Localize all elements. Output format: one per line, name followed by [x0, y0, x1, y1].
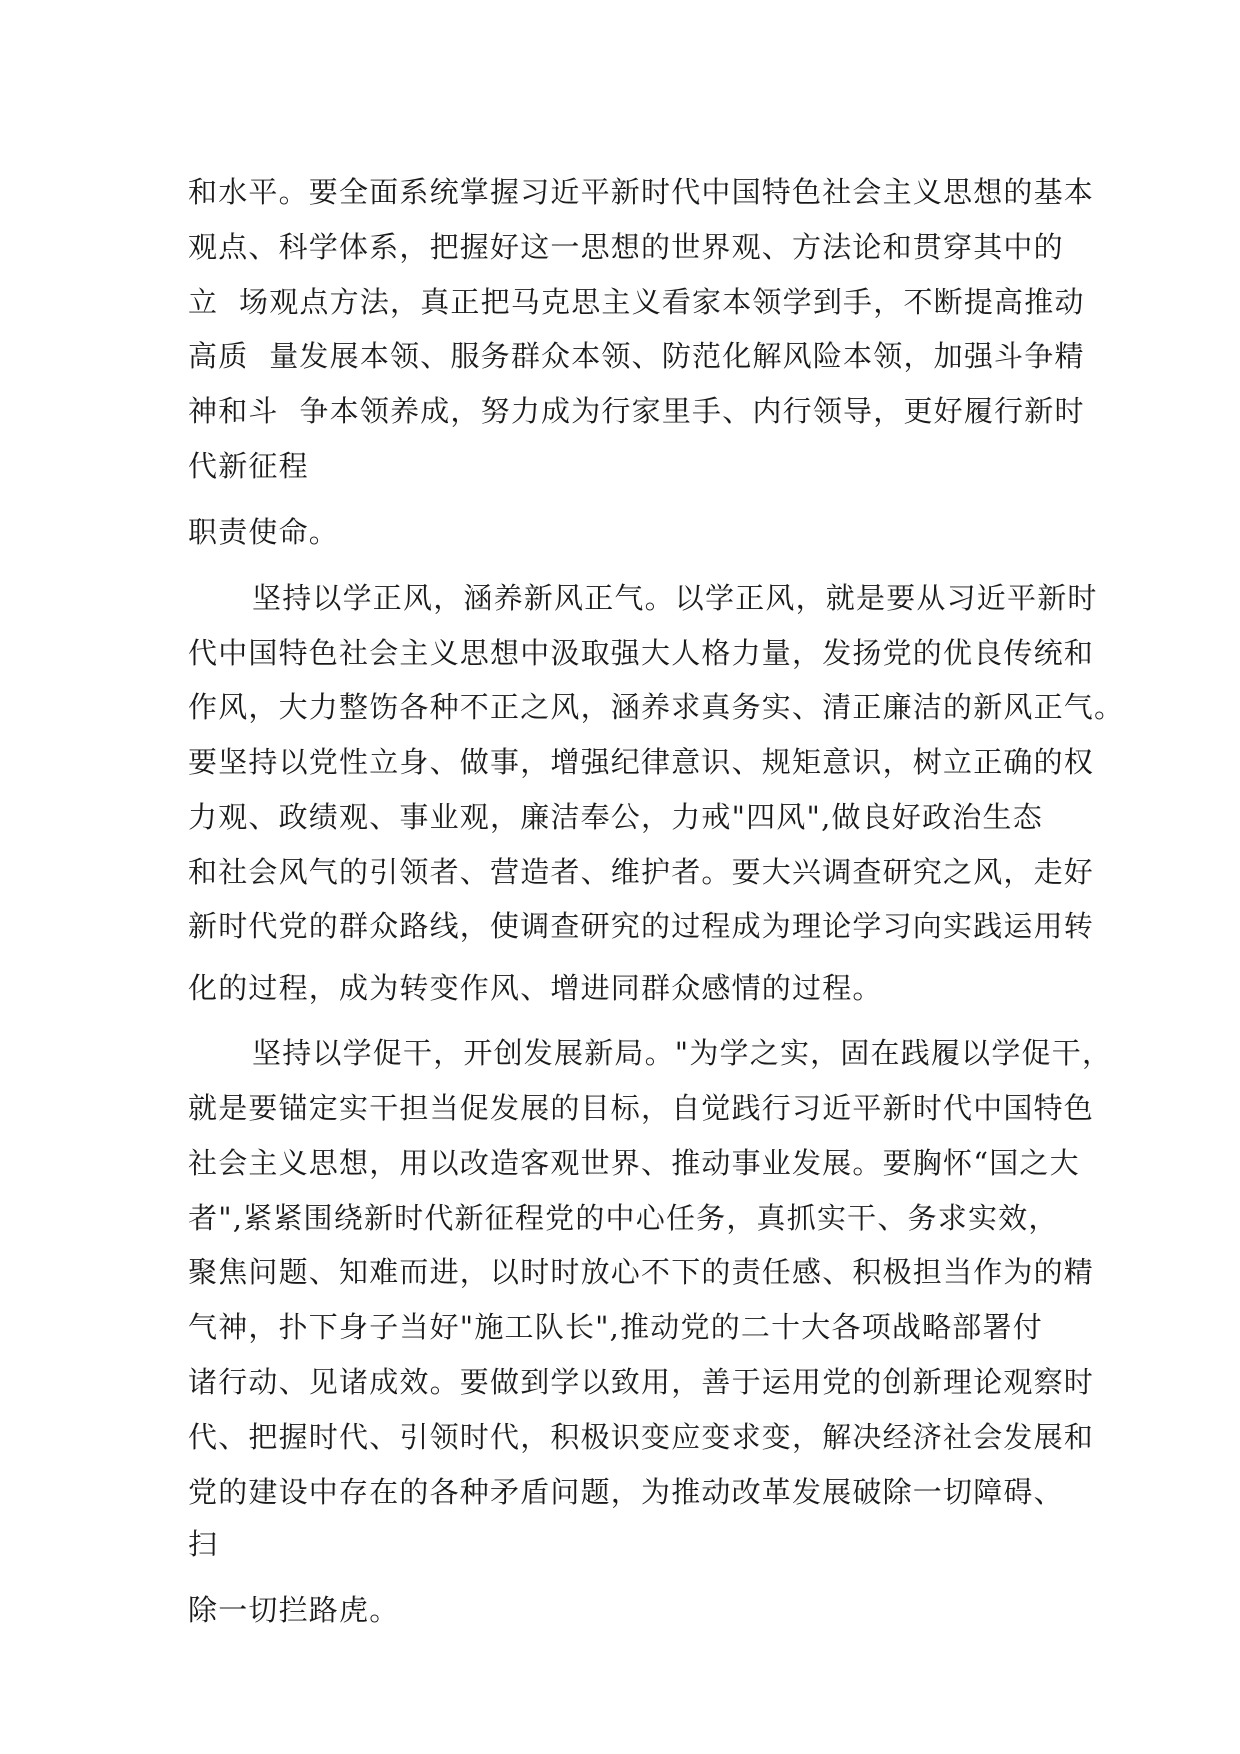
- text-line: 作风，大力整饬各种不正之风，涵养求真务实、清正廉洁的新风正气。: [188, 690, 1125, 724]
- text-line: 代中国特色社会主义思想中汲取强大人格力量，发扬党的优良传统和: [188, 636, 1095, 670]
- text-line: 观点、科学体系，把握好这一思想的世界观、方法论和贯穿其中的: [188, 230, 1064, 264]
- text-line: 社会主义思想，用以改造客观世界、推动事业发展。要胸怀“国之大: [188, 1146, 1080, 1180]
- paragraph-first-line: 坚持以学正风，涵养新风正气。以学正风，就是要从习近平新时: [252, 581, 1098, 615]
- text-line: 除一切拦路虎。: [188, 1593, 400, 1627]
- text-line: 诸行动、见诸成效。要做到学以致用，善于运用党的创新理论观察时: [188, 1365, 1095, 1399]
- text-line: 立 场观点方法，真正把马克思主义看家本领学到手，不断提高推动: [188, 285, 1085, 319]
- text-line: 化的过程，成为转变作风、增进同群众感情的过程。: [188, 971, 883, 1005]
- text-line: 代新征程: [188, 449, 309, 483]
- text-line: 党的建设中存在的各种矛盾问题，为推动改革发展破除一切障碍、: [188, 1475, 1064, 1509]
- text-line: 聚焦问题、知难而进，以时时放心不下的责任感、积极担当作为的精: [188, 1255, 1095, 1289]
- paragraph-first-line: 坚持以学促干，开创发展新局。"为学之实，固在践履以学促干，: [252, 1036, 1113, 1070]
- text-line: 和社会风气的引领者、营造者、维护者。要大兴调查研究之风，走好: [188, 855, 1095, 889]
- text-line: 气神，扑下身子当好"施工队长",推动党的二十大各项战略部署付: [188, 1310, 1043, 1344]
- text-line: 扫: [188, 1527, 219, 1561]
- text-line: 力观、政绩观、事业观，廉洁奉公，力戒"四风",做良好政治生态: [188, 800, 1043, 834]
- text-line: 代、把握时代、引领时代，积极识变应变求变，解决经济社会发展和: [188, 1420, 1095, 1454]
- text-line: 者",紧紧围绕新时代新征程党的中心任务，真抓实干、务求实效，: [188, 1201, 1059, 1235]
- text-line: 职责使命。: [188, 515, 340, 549]
- text-line: 新时代党的群众路线，使调查研究的过程成为理论学习向实践运用转: [188, 909, 1095, 943]
- text-line: 就是要锚定实干担当促发展的目标，自觉践行习近平新时代中国特色: [188, 1091, 1095, 1125]
- text-line: 要坚持以党性立身、做事，增强纪律意识、规矩意识，树立正确的权: [188, 745, 1095, 779]
- text-line: 高质 量发展本领、服务群众本领、防范化解风险本领，加强斗争精: [188, 339, 1085, 373]
- text-line: 和水平。要全面系统掌握习近平新时代中国特色社会主义思想的基本: [188, 175, 1095, 209]
- text-line: 神和斗 争本领养成，努力成为行家里手、内行领导，更好履行新时: [188, 394, 1085, 428]
